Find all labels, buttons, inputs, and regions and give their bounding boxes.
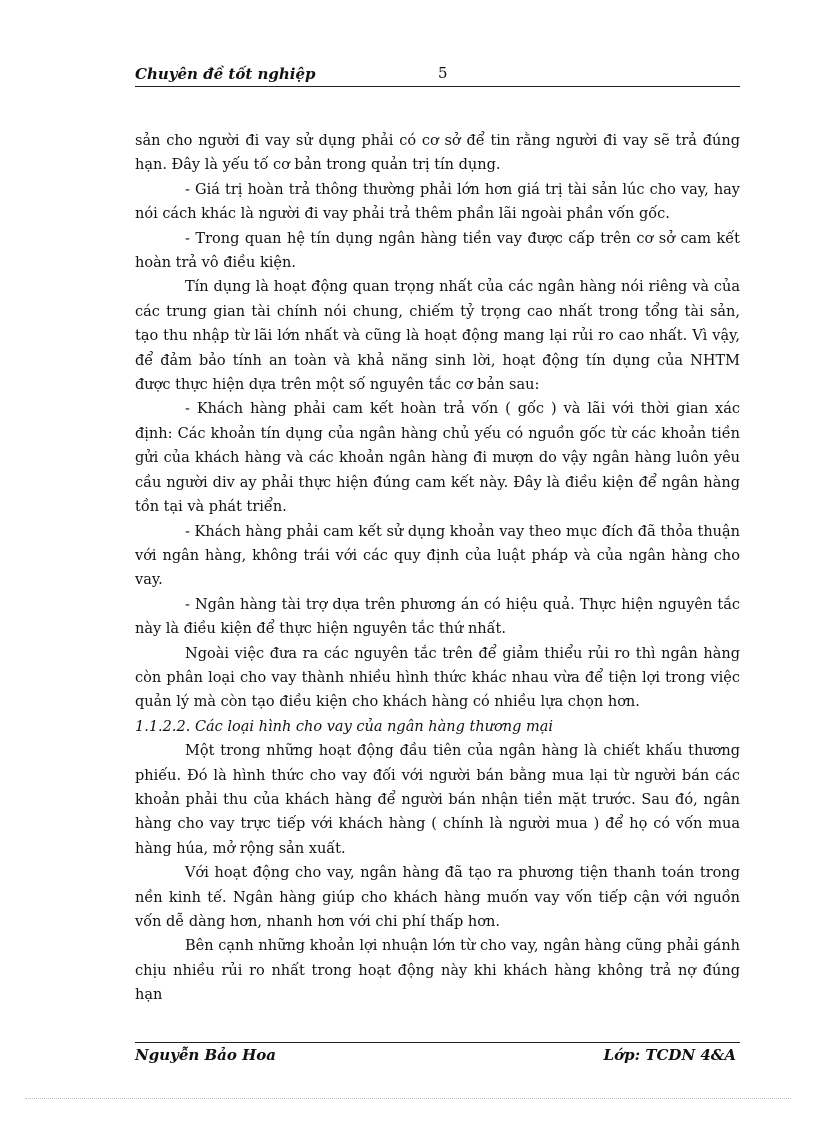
author-name: Nguyễn Bảo Hoa bbox=[135, 1046, 277, 1064]
paragraph: - Ngân hàng tài trợ dựa trên phương án có hiệu quả. Thực hiện nguyên tắc này là điều kiện để thực hiện nguyên tắc thứ nhất. bbox=[135, 596, 740, 638]
document-body bbox=[135, 129, 740, 1008]
page-number: 5 bbox=[438, 64, 448, 82]
document-title: Chuyên đề tốt nghiệp bbox=[135, 65, 316, 83]
paragraph: Một trong những hoạt động đầu tiên của ngân hàng là chiết khấu thương phiếu. Đó là hình thức cho vay đối với người bán bằng mua lại từ người bán các khoản phải thu của khách hàng để người bán nhận tiền mặt trước. Sau đó, ngân hàng cho vay trực tiếp với khách hàng ( chính là người mua ) để họ có vốn mua hàng húa, mở rộng sản xuất. bbox=[135, 743, 740, 857]
paragraph: - Giá trị hoàn trả thông thường phải lớn hơn giá trị tài sản lúc cho vay, hay nói cách khác là người đi vay phải trả thêm phần lãi ngoài phần vốn gốc. bbox=[135, 181, 740, 223]
class-label: Lớp: TCDN 4&A bbox=[603, 1046, 736, 1064]
paragraph: - Trong quan hệ tín dụng ngân hàng tiền vay được cấp trên cơ sở cam kết hoàn trả vô điều kiện. bbox=[135, 230, 740, 272]
paragraph: - Khách hàng phải cam kết sử dụng khoản vay theo mục đích đã thỏa thuận với ngân hàng, không trái với các quy định của luật pháp và của ngân hàng cho vay. bbox=[135, 523, 740, 589]
paragraph: sản cho người đi vay sử dụng phải có cơ sở để tin rằng người đi vay sẽ trả đúng hạn. Đây là yếu tố cơ bản trong quản trị tín dụng. bbox=[135, 133, 740, 174]
paragraph: Với hoạt động cho vay, ngân hàng đã tạo ra phương tiện thanh toán trong nền kinh tế. Ngân hàng giúp cho khách hàng muốn vay vốn tiếp cận với nguồn vốn dễ dàng hơn, nhanh hơn với chi phí thấp hơn. bbox=[135, 865, 740, 930]
paragraph: Ngoài việc đưa ra các nguyên tắc trên để giảm thiểu rủi ro thì ngân hàng còn phân loại cho vay thành nhiều hình thức khác nhau vừa để tiện lợi trong việc quản lý mà còn tạo điều kiện cho khách hàng có nhiều lựa chọn hơn. bbox=[135, 645, 740, 711]
paragraph: - Khách hàng phải cam kết hoàn trả vốn ( gốc ) và lãi với thời gian xác định: Các khoản tín dụng của ngân hàng chủ yếu có nguồn gốc từ các khoản tiền gửi của khách hàng và các khoản ngân hàng đi mượn do vậy ngân hàng luôn yêu cầu người div ay phải thực hiện đúng cam kết này. Đây là điều kiện để ngân hàng tồn tại và phát triển. bbox=[135, 401, 740, 516]
section-heading: 1.1.2.2. Các loại hình cho vay của ngân hàng thương mại bbox=[135, 718, 554, 735]
paragraph: Bên cạnh những khoản lợi nhuận lớn từ cho vay, ngân hàng cũng phải gánh chịu nhiều rủi ro nhất trong hoạt động này khi khách hàng không trả nợ đúng hạn bbox=[135, 938, 740, 1004]
page-footer bbox=[135, 1042, 740, 1073]
page-edge-divider bbox=[25, 1098, 791, 1099]
page-header bbox=[135, 62, 740, 87]
paragraph: Tín dụng là hoạt động quan trọng nhất của các ngân hàng nói riêng và của các trung gian tài chính nói chung, chiếm tỷ trọng cao nhất trong tổng tài sản, tạo thu nhập từ lãi lớn nhất và cũng là hoạt động mang lại rủi ro cao nhất. Vì vậy, để đảm bảo tính an toàn và khả năng sinh lời, hoạt động tín dụng của NHTM được thực hiện dựa trên một số nguyên tắc cơ bản sau: bbox=[135, 279, 740, 394]
